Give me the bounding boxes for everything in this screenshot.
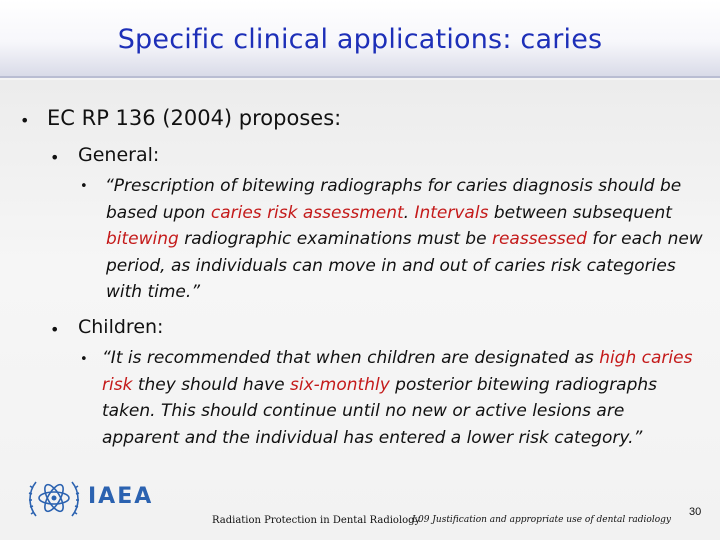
bullet-children: •: [50, 320, 60, 339]
bullet-general: •: [50, 148, 60, 167]
quote-text: “It is recommended that when children are designated as: [102, 348, 600, 368]
highlight-text: six-monthly: [290, 374, 390, 395]
quote-text: posterior bitewing radiographs taken. This should continue until no new or active lesions are apparent and the individual has entered a lower risk category.”: [102, 374, 658, 448]
quote-text: they should have: [132, 374, 291, 395]
children-label: Children:: [78, 316, 164, 338]
bullet-general-quote: •: [80, 179, 88, 194]
highlight-text: bitewing: [106, 229, 179, 249]
iaea-emblem-icon: [26, 472, 82, 522]
general-quote: [106, 173, 706, 306]
quote-text: .: [403, 202, 415, 223]
highlight-text: reassessed: [491, 229, 587, 249]
bullet-level1: •: [20, 111, 30, 130]
highlight-text: caries risk assessment: [210, 202, 404, 223]
quote-text: for each new period, as individuals can move in and out of caries risk categories with time.”: [106, 229, 703, 302]
iaea-logo-text: IAEA: [88, 484, 154, 509]
page-number: 30: [689, 506, 702, 518]
quote-text: radiographic examinations must be: [178, 229, 492, 249]
quote-text: “Prescription of bitewing radiographs for caries diagnosis should be based upon: [105, 176, 682, 223]
highlight-text: high caries risk: [102, 348, 693, 395]
slide-title: Specific clinical applications: caries: [117, 24, 603, 55]
general-label: General:: [78, 144, 160, 166]
bullet-children-quote: •: [80, 352, 88, 367]
footer-course-title: Radiation Protection in Dental Radiology: [212, 515, 421, 526]
footer-lesson-title: L09 Justification and appropriate use of dental radiology: [412, 515, 671, 525]
level1-heading: EC RP 136 (2004) proposes:: [47, 106, 342, 130]
highlight-text: Intervals: [414, 202, 489, 223]
quote-text: between subsequent: [488, 202, 672, 223]
children-quote: [102, 345, 702, 451]
